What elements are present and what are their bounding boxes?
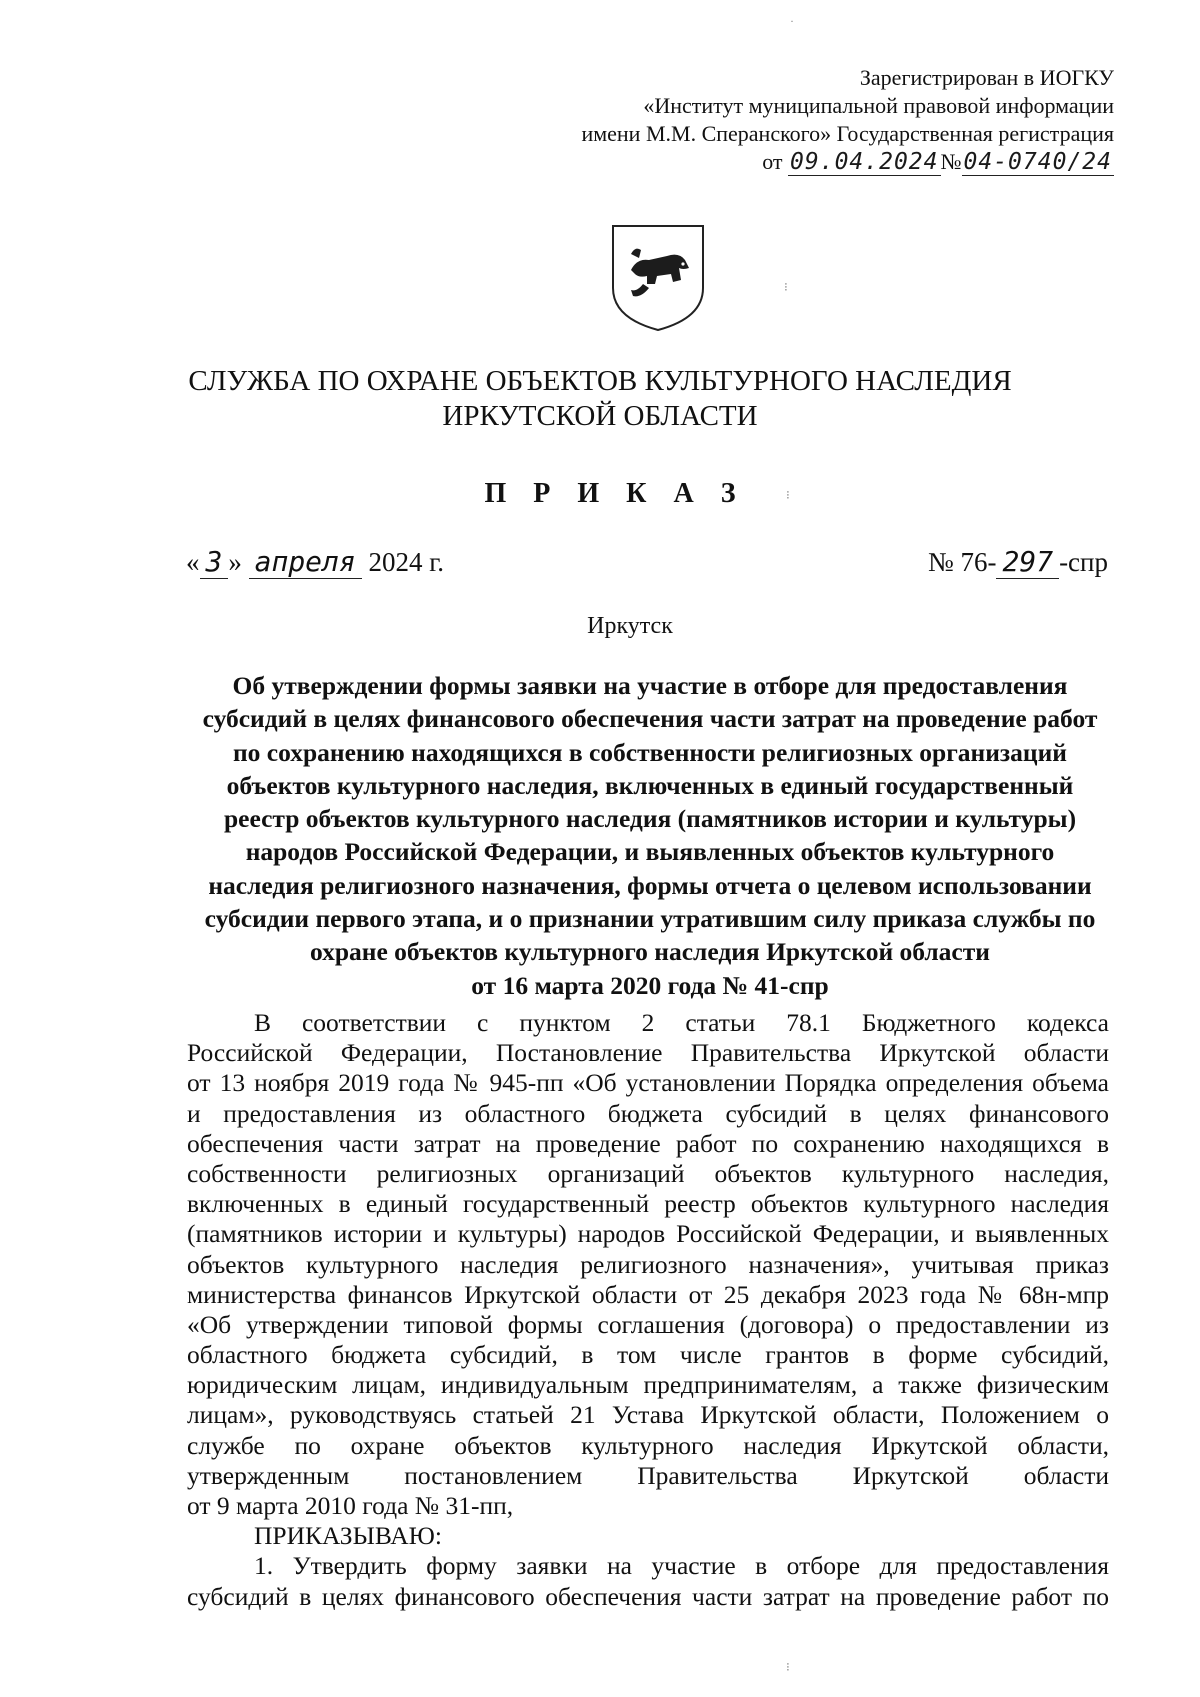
body-line: утвержденным постановлением Правительства Иркутской области	[187, 1460, 1109, 1490]
registration-date-prefix: от	[762, 149, 783, 174]
date-open-quote: «	[186, 547, 200, 577]
body-line: «Об утверждении типовой формы соглашения (договора) о предоставлении из	[187, 1309, 1109, 1339]
order-number-suffix: -спр	[1059, 547, 1108, 577]
body-line: службе по охране объектов культурного наследия Иркутской области,	[187, 1430, 1109, 1460]
order-date	[186, 545, 444, 578]
item-1-line: субсидий в целях финансового обеспечения части затрат на проведение работ по	[187, 1581, 1109, 1611]
body-line: министерства финансов Иркутской области от 25 декабря 2023 года № 68н-мпр	[187, 1279, 1109, 1309]
scan-speck: ⁝	[786, 1660, 790, 1674]
registration-line-2: «Институт муниципальной правовой информации	[643, 93, 1114, 118]
subject-line: Об утверждении формы заявки на участие в отборе для предоставления	[232, 671, 1068, 700]
registration-number-handwritten: 04-0740/24	[963, 149, 1112, 175]
subject-line: народов Российской Федерации, и выявленных объектов культурного	[245, 837, 1055, 867]
order-word: ПРИКАЗЫВАЮ:	[254, 1521, 442, 1551]
body-line: от 13 ноября 2019 года № 945-пп «Об установлении Порядка определения объема	[187, 1068, 1109, 1098]
subject-line: наследия религиозного назначения, формы отчета о целевом использовании	[208, 870, 1092, 900]
body-line: юридическим лицам, индивидуальным предпринимателям, а также физическим	[187, 1370, 1109, 1400]
date-month-handwritten: апреля	[249, 545, 362, 579]
registration-line-1: Зарегистрирован в ИОГКУ	[859, 65, 1114, 90]
body-line: обеспечения части затрат на проведение работ по сохранению находящихся в	[187, 1128, 1109, 1158]
date-year: 2024 г.	[368, 547, 445, 577]
coat-of-arms-icon	[609, 222, 707, 334]
subject-line: субсидий в целях финансового обеспечения части затрат на проведение работ	[202, 704, 1098, 734]
scan-speck: ⁝	[786, 488, 790, 502]
document-type-title: П Р И К А З	[484, 478, 746, 509]
body-line: областного бюджета субсидий, в том числе грантов в форме субсидий,	[187, 1340, 1109, 1370]
order-body	[187, 1008, 1109, 1612]
body-line: (памятников истории и культуры) народов Российской Федерации, и выявленных	[187, 1219, 1109, 1249]
subject-line: от 16 марта 2020 года № 41-спр	[471, 970, 829, 1000]
date-day-handwritten: 3	[200, 545, 229, 579]
registration-number-prefix: №	[940, 149, 962, 174]
item-1-line: 1. Утвердить форму заявки на участие в отборе для предоставления	[254, 1551, 1109, 1581]
order-subject	[190, 669, 1110, 1002]
subject-line: охране объектов культурного наследия Иркутской области	[310, 937, 990, 967]
organization-line-1: СЛУЖБА ПО ОХРАНЕ ОБЪЕКТОВ КУЛЬТУРНОГО НАСЛЕДИЯ	[188, 365, 1012, 397]
order-number-prefix: № 76-	[927, 547, 997, 577]
registration-stamp	[581, 64, 1114, 176]
body-line: и предоставления из областного бюджета субсидий в целях финансового	[187, 1098, 1109, 1128]
subject-line: по сохранению находящихся в собственности религиозных организаций	[232, 737, 1067, 767]
date-close-quote: »	[228, 547, 242, 577]
subject-line: субсидии первого этапа, и о признании утратившим силу приказа службы по	[204, 904, 1096, 934]
body-line: лицам», руководствуясь статьей 21 Устава Иркутской области, Положением о	[187, 1400, 1109, 1430]
organization-name	[150, 364, 1050, 434]
scan-speck: ⁝	[784, 280, 788, 294]
subject-line: реестр объектов культурного наследия (памятников истории и культуры)	[223, 804, 1077, 834]
body-line: включенных в единый государственный реестр объектов культурного наследия	[187, 1189, 1109, 1219]
body-line: Российской Федерации, Постановление Правительства Иркутской области	[187, 1038, 1109, 1068]
body-line: от 9 марта 2010 года № 31-пп,	[187, 1491, 514, 1520]
body-line: собственности религиозных организаций объектов культурного наследия,	[187, 1158, 1109, 1188]
scan-speck: ·	[790, 14, 794, 28]
registration-line-3: имени М.М. Сперанского» Государственная регистрация	[581, 121, 1114, 146]
organization-line-2: ИРКУТСКОЙ ОБЛАСТИ	[442, 400, 758, 432]
registration-date-handwritten: 09.04.2024	[790, 149, 939, 175]
city-name: Иркутск	[587, 613, 673, 639]
registration-line-4	[581, 148, 1114, 176]
body-line: объектов культурного наследия религиозного назначения», учитывая приказ	[187, 1249, 1109, 1279]
subject-line: объектов культурного наследия, включенных в единый государственный	[226, 770, 1074, 800]
order-number-handwritten: 297	[996, 545, 1059, 579]
body-line: В соответствии с пунктом 2 статьи 78.1 Бюджетного кодекса	[254, 1008, 1109, 1037]
order-number	[928, 545, 1108, 578]
